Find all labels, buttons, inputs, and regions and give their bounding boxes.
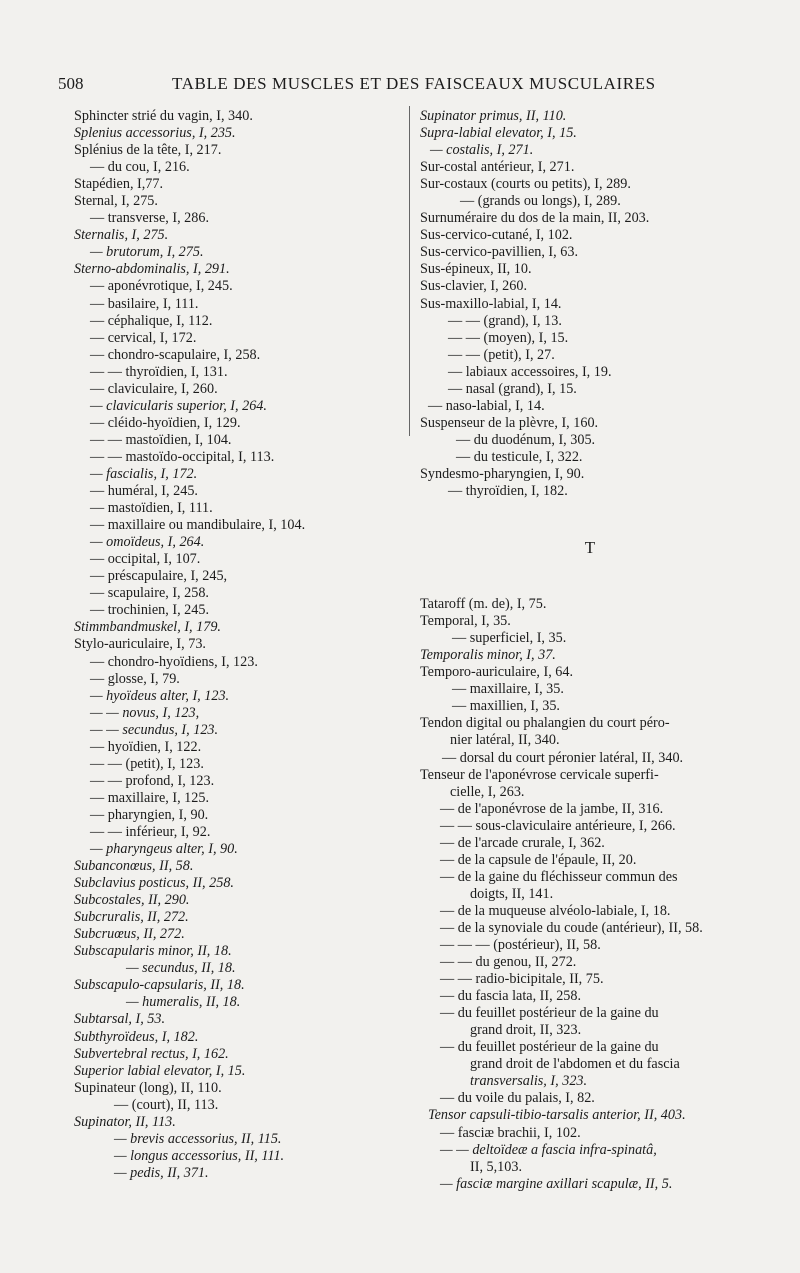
- index-entry: Sternalis, I, 275.: [74, 227, 169, 244]
- index-entry: — maxillaire, I, 35.: [452, 681, 564, 698]
- right-column-t-entries: [420, 596, 760, 1193]
- index-entry: — — inférieur, I, 92.: [90, 823, 211, 840]
- index-entry: — glosse, I, 79.: [90, 670, 180, 687]
- index-entry: — hyoïdien, I, 122.: [90, 738, 202, 755]
- index-entry: — — sous-claviculaire antérieure, I, 266.: [440, 817, 676, 834]
- index-entry: — — profond, I, 123.: [90, 772, 215, 789]
- index-entry: — — deltoïdeæ a fascia infra-spinatâ,: [440, 1141, 657, 1158]
- index-entry: Sus-maxillo-labial, I, 14.: [420, 295, 562, 312]
- index-entry: — chondro-hyoïdiens, I, 123.: [90, 653, 258, 670]
- index-entry: Splenius accessorius, I, 235.: [74, 125, 236, 142]
- index-entry: — omoïdeus, I, 264.: [90, 534, 205, 551]
- index-entry: — dorsal du court péronier latéral, II, 340.: [442, 749, 684, 766]
- index-entry: Subscapularis minor, II, 18.: [74, 943, 232, 960]
- index-entry: — du duodénum, I, 305.: [456, 431, 596, 448]
- section-letter: T: [584, 538, 596, 558]
- index-entry: — du feuillet postérieur de la gaine du: [440, 1005, 659, 1022]
- index-entry: — du testicule, I, 322.: [456, 448, 583, 465]
- index-entry: Syndesmo-pharyngien, I, 90.: [420, 465, 585, 482]
- index-entry: Subthyroïdeus, I, 182.: [74, 1028, 199, 1045]
- index-entry: — brevis accessorius, II, 115.: [114, 1130, 282, 1147]
- index-entry: Subvertebral rectus, I, 162.: [74, 1045, 229, 1062]
- index-entry: — — secundus, I, 123.: [90, 721, 219, 738]
- index-entry: — basilaire, I, 111.: [90, 295, 199, 312]
- index-entry: — préscapulaire, I, 245,: [90, 568, 228, 585]
- index-entry: II, 5,103.: [470, 1158, 523, 1175]
- index-entry: Subscapulo-capsularis, II, 18.: [74, 977, 245, 994]
- right-column-s-entries: [420, 108, 760, 500]
- index-entry: Subcruralis, II, 272.: [74, 909, 189, 926]
- index-entry: grand droit, II, 323.: [470, 1022, 582, 1039]
- index-entry: Sus-clavier, I, 260.: [420, 278, 527, 295]
- index-entry: — labiaux accessoires, I, 19.: [448, 363, 612, 380]
- index-entry: Sus-cervico-pavillien, I, 63.: [420, 244, 578, 261]
- index-entry: — — mastoïdo-occipital, I, 113.: [90, 448, 275, 465]
- index-entry: Stylo-auriculaire, I, 73.: [74, 636, 206, 653]
- index-entry: — naso-labial, I, 14.: [428, 397, 545, 414]
- index-entry: — de la capsule de l'épaule, II, 20.: [440, 851, 637, 868]
- index-entry: — — thyroïdien, I, 131.: [90, 363, 228, 380]
- index-entry: cielle, I, 263.: [450, 783, 525, 800]
- index-entry: Sterno-abdominalis, I, 291.: [74, 261, 230, 278]
- index-entry: — — novus, I, 123,: [90, 704, 200, 721]
- index-entry: transversalis, I, 323.: [470, 1073, 588, 1090]
- index-entry: Temporalis minor, I, 37.: [420, 647, 556, 664]
- index-entry: — scapulaire, I, 258.: [90, 585, 209, 602]
- index-entry: — hyoïdeus alter, I, 123.: [90, 687, 230, 704]
- index-entry: Subcruœus, II, 272.: [74, 926, 185, 943]
- index-entry: — transverse, I, 286.: [90, 210, 209, 227]
- index-entry: — thyroïdien, I, 182.: [448, 483, 568, 500]
- index-entry: — — (petit), I, 27.: [448, 346, 555, 363]
- index-entry: Sternal, I, 275.: [74, 193, 158, 210]
- index-entry: — maxillaire, I, 125.: [90, 789, 209, 806]
- column-divider: [409, 106, 410, 436]
- index-entry: Supinateur (long), II, 110.: [74, 1079, 222, 1096]
- index-entry: Temporal, I, 35.: [420, 613, 511, 630]
- index-entry: — clavicularis superior, I, 264.: [90, 397, 267, 414]
- index-entry: — de l'aponévrose de la jambe, II, 316.: [440, 800, 664, 817]
- index-entry: — — — (postérieur), II, 58.: [440, 937, 601, 954]
- index-entry: Sur-costaux (courts ou petits), I, 289.: [420, 176, 631, 193]
- index-entry: Sus-épineux, II, 10.: [420, 261, 532, 278]
- index-entry: — de la gaine du fléchisseur commun des: [440, 868, 678, 885]
- index-entry: — maxillaire ou mandibulaire, I, 104.: [90, 517, 306, 534]
- index-entry: — fascialis, I, 172.: [90, 465, 198, 482]
- index-entry: — chondro-scapulaire, I, 258.: [90, 346, 261, 363]
- index-entry: Tataroff (m. de), I, 75.: [420, 596, 547, 613]
- index-entry: — du fascia lata, II, 258.: [440, 988, 582, 1005]
- index-entry: — trochinien, I, 245.: [90, 602, 209, 619]
- index-entry: — — (moyen), I, 15.: [448, 329, 569, 346]
- index-entry: — pharyngeus alter, I, 90.: [90, 841, 238, 858]
- left-column: [74, 108, 402, 1182]
- index-entry: Tenseur de l'aponévrose cervicale superfi-: [420, 766, 659, 783]
- index-entry: — secundus, II, 18.: [126, 960, 236, 977]
- index-entry: Subcostales, II, 290.: [74, 892, 190, 909]
- index-entry: — huméral, I, 245.: [90, 483, 198, 500]
- index-entry: Supinator primus, II, 110.: [420, 108, 567, 124]
- index-entry: — costalis, I, 271.: [430, 142, 534, 159]
- index-entry: — fasciæ brachii, I, 102.: [440, 1124, 581, 1141]
- index-entry: Surnuméraire du dos de la main, II, 203.: [420, 210, 650, 227]
- index-entry: — mastoïdien, I, 111.: [90, 500, 213, 517]
- page-number: 508: [58, 74, 84, 93]
- index-entry: Tensor capsuli-tibio-tarsalis anterior, II, 403.: [428, 1107, 686, 1124]
- index-entry: — cléido-hyoïdien, I, 129.: [90, 414, 241, 431]
- index-entry: — de l'arcade crurale, I, 362.: [440, 834, 605, 851]
- index-entry: grand droit de l'abdomen et du fascia: [470, 1056, 680, 1073]
- index-entry: — céphalique, I, 112.: [90, 312, 213, 329]
- index-entry: Superior labial elevator, I, 15.: [74, 1062, 246, 1079]
- index-entry: — brutorum, I, 275.: [90, 244, 204, 261]
- index-entry: — humeralis, II, 18.: [126, 994, 241, 1011]
- index-entry: doigts, II, 141.: [470, 885, 554, 902]
- index-entry: — longus accessorius, II, 111.: [114, 1147, 285, 1164]
- index-entry: — nasal (grand), I, 15.: [448, 380, 577, 397]
- index-entry: Temporo-auriculaire, I, 64.: [420, 664, 574, 681]
- index-entry: Suspenseur de la plèvre, I, 160.: [420, 414, 599, 431]
- index-entry: — claviculaire, I, 260.: [90, 380, 218, 397]
- index-entry: — fasciæ margine axillari scapulæ, II, 5.: [440, 1175, 673, 1192]
- index-entry: — aponévrotique, I, 245.: [90, 278, 233, 295]
- index-entry: — du cou, I, 216.: [90, 159, 190, 176]
- index-entry: — — du genou, II, 272.: [440, 954, 577, 971]
- index-entry: — de la muqueuse alvéolo-labiale, I, 18.: [440, 902, 671, 919]
- right-column: [420, 108, 760, 1193]
- running-head: TABLE DES MUSCLES ET DES FAISCEAUX MUSCULAIRES: [172, 74, 656, 93]
- index-entry: — superficiel, I, 35.: [452, 630, 567, 647]
- index-entry: — du voile du palais, I, 82.: [440, 1090, 595, 1107]
- index-entry: — occipital, I, 107.: [90, 551, 201, 568]
- index-entry: — — mastoïdien, I, 104.: [90, 431, 232, 448]
- index-entry: nier latéral, II, 340.: [450, 732, 560, 749]
- index-entry: Tendon digital ou phalangien du court péro-: [420, 715, 670, 732]
- index-entry: Subclavius posticus, II, 258.: [74, 875, 234, 892]
- index-entry: — — (petit), I, 123.: [90, 755, 204, 772]
- index-entry: — (grands ou longs), I, 289.: [460, 193, 621, 210]
- index-entry: Sus-cervico-cutané, I, 102.: [420, 227, 573, 244]
- index-entry: — (court), II, 113.: [114, 1096, 219, 1113]
- index-entry: Stapédien, I,77.: [74, 176, 164, 193]
- index-entry: Supinator, II, 113.: [74, 1113, 176, 1130]
- index-entry: — du feuillet postérieur de la gaine du: [440, 1039, 659, 1056]
- index-entry: Splénius de la tête, I, 217.: [74, 142, 222, 159]
- index-entry: Sphincter strié du vagin, I, 340.: [74, 108, 253, 124]
- index-entry: — maxillien, I, 35.: [452, 698, 560, 715]
- index-entry: Stimmbandmuskel, I, 179.: [74, 619, 221, 636]
- index-entry: Subanconœus, II, 58.: [74, 858, 194, 875]
- index-entry: Sur-costal antérieur, I, 271.: [420, 159, 575, 176]
- index-entry: Supra-labial elevator, I, 15.: [420, 125, 577, 142]
- index-entry: — cervical, I, 172.: [90, 329, 197, 346]
- index-entry: — de la synoviale du coude (antérieur), II, 58.: [440, 919, 703, 936]
- index-entry: Subtarsal, I, 53.: [74, 1011, 166, 1028]
- index-entry: — — (grand), I, 13.: [448, 312, 562, 329]
- index-entry: — pedis, II, 371.: [114, 1164, 209, 1181]
- index-entry: — — radio-bicipitale, II, 75.: [440, 971, 604, 988]
- index-entry: — pharyngien, I, 90.: [90, 806, 209, 823]
